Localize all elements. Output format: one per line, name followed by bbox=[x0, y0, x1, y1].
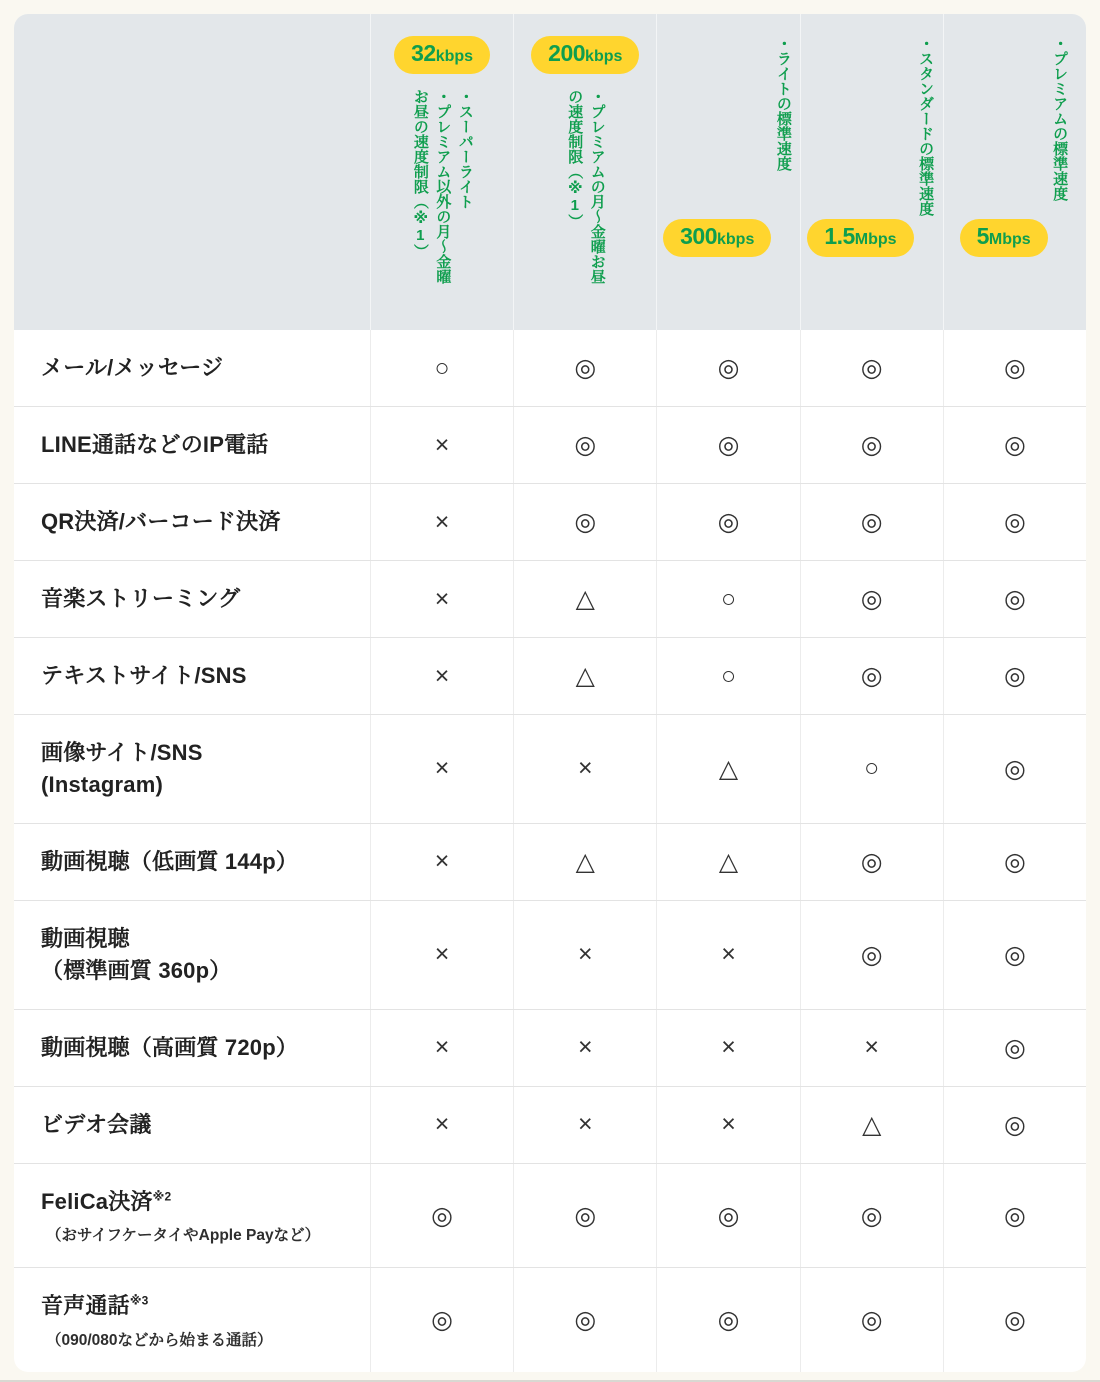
note-item: ・プレミアムの月～金曜お昼の速度制限（※1） bbox=[566, 89, 606, 284]
symbol-cell: ◎ bbox=[943, 715, 1086, 823]
header-cell bbox=[800, 14, 943, 330]
row-label-cell bbox=[14, 1010, 370, 1086]
symbol-cell: ◎ bbox=[943, 561, 1086, 637]
row-label-cell bbox=[14, 824, 370, 900]
symbol-cell: △ bbox=[800, 1087, 943, 1163]
plan-notes bbox=[914, 36, 937, 244]
row-label-text: 動画視聴（低画質 144p） bbox=[41, 848, 299, 874]
row-label-text: 音楽ストリーミング bbox=[41, 586, 241, 612]
symbol-cell: ◎ bbox=[943, 1087, 1086, 1163]
row-label-text: LINE通話などのIP電話 bbox=[41, 432, 269, 458]
row-label-text: QR決済/バーコード決済 bbox=[41, 509, 281, 535]
table-row bbox=[14, 637, 1086, 714]
symbol-cell: × bbox=[656, 901, 799, 1009]
row-label bbox=[41, 583, 360, 615]
symbol-cell: ◎ bbox=[800, 638, 943, 714]
row-label-cell bbox=[14, 407, 370, 483]
symbol-cell: ◎ bbox=[943, 484, 1086, 560]
symbol-cell: ◎ bbox=[943, 638, 1086, 714]
symbol-cell: ◎ bbox=[943, 407, 1086, 483]
symbol-cell: ◎ bbox=[800, 330, 943, 406]
row-label-text: ビデオ会議 bbox=[41, 1111, 152, 1137]
symbol-cell: ◎ bbox=[656, 407, 799, 483]
row-label-text: 動画視聴 bbox=[41, 925, 130, 951]
row-label-line2: (Instagram) bbox=[41, 771, 163, 797]
row-label bbox=[41, 846, 360, 878]
row-label bbox=[41, 506, 360, 538]
table-row bbox=[14, 1163, 1086, 1268]
note-item: ・プレミアム以外の月～金曜お昼の速度制限（※1） bbox=[411, 89, 452, 284]
row-label-text: メール/メッセージ bbox=[41, 355, 224, 381]
note-item: ・スタンダードの標準速度 bbox=[917, 36, 935, 216]
header-cell bbox=[513, 14, 656, 330]
symbol-cell: × bbox=[513, 1087, 656, 1163]
row-label bbox=[41, 1032, 360, 1064]
table-row bbox=[14, 900, 1086, 1009]
speed-comparison-table bbox=[14, 14, 1086, 1372]
speed-badge-value: 200 bbox=[548, 40, 586, 66]
symbol-cell: △ bbox=[656, 824, 799, 900]
speed-badge-value: 1.5 bbox=[824, 223, 855, 249]
symbol-cell: × bbox=[800, 1010, 943, 1086]
symbol-cell: × bbox=[513, 715, 656, 823]
symbol-cell: × bbox=[370, 1010, 513, 1086]
symbol-cell: × bbox=[370, 561, 513, 637]
row-label bbox=[41, 352, 360, 384]
row-label-text: 画像サイト/SNS bbox=[41, 740, 203, 765]
row-label-text: テキストサイト/SNS bbox=[41, 663, 247, 689]
row-label bbox=[41, 1186, 360, 1218]
symbol-cell: △ bbox=[513, 561, 656, 637]
speed-badge-unit: kbps bbox=[435, 48, 474, 65]
speed-badge-unit: kbps bbox=[717, 231, 755, 248]
row-label bbox=[41, 737, 360, 769]
symbol-cell: △ bbox=[513, 638, 656, 714]
table-header bbox=[14, 14, 1086, 330]
symbol-cell: ◎ bbox=[800, 824, 943, 900]
symbol-cell: × bbox=[370, 1087, 513, 1163]
plan-notes bbox=[408, 89, 476, 297]
row-label-cell bbox=[14, 1268, 370, 1372]
symbol-cell: ◎ bbox=[513, 1268, 656, 1372]
symbol-cell: ◎ bbox=[370, 1268, 513, 1372]
table-row bbox=[14, 1009, 1086, 1086]
row-label-cell bbox=[14, 901, 370, 1009]
row-label-cell bbox=[14, 561, 370, 637]
speed-badge-value: 5 bbox=[976, 223, 989, 249]
row-label-cell bbox=[14, 484, 370, 560]
symbol-cell: × bbox=[656, 1010, 799, 1086]
row-label bbox=[41, 1109, 360, 1141]
row-label-line2: （標準画質 360p） bbox=[41, 957, 232, 983]
speed-badge-value: 32 bbox=[411, 40, 436, 66]
symbol-cell: × bbox=[370, 484, 513, 560]
row-label-text: FeliCa決済 bbox=[41, 1188, 153, 1214]
symbol-cell: ◎ bbox=[943, 1164, 1086, 1268]
table-row bbox=[14, 406, 1086, 483]
symbol-cell: ◎ bbox=[943, 824, 1086, 900]
symbol-cell: ◎ bbox=[800, 407, 943, 483]
row-label bbox=[41, 660, 360, 692]
symbol-cell: ◎ bbox=[943, 901, 1086, 1009]
speed-badge-unit: Mbps bbox=[988, 231, 1031, 248]
symbol-cell: ◎ bbox=[943, 1268, 1086, 1372]
symbol-cell: ◎ bbox=[800, 1268, 943, 1372]
symbol-cell: ◎ bbox=[943, 1010, 1086, 1086]
symbol-cell: ◎ bbox=[513, 330, 656, 406]
table-row bbox=[14, 1267, 1086, 1372]
row-label-cell bbox=[14, 330, 370, 406]
row-label bbox=[41, 1290, 360, 1322]
row-label-cell bbox=[14, 715, 370, 823]
symbol-cell: ◎ bbox=[656, 1164, 799, 1268]
header-cell bbox=[943, 14, 1086, 330]
symbol-cell: ◎ bbox=[370, 1164, 513, 1268]
symbol-cell: ◎ bbox=[943, 330, 1086, 406]
speed-badge bbox=[663, 219, 771, 257]
table-row bbox=[14, 330, 1086, 406]
symbol-cell: × bbox=[513, 901, 656, 1009]
symbol-cell: ◎ bbox=[656, 484, 799, 560]
header-cell bbox=[370, 14, 513, 330]
speed-badge bbox=[960, 219, 1048, 257]
symbol-cell: ○ bbox=[370, 330, 513, 406]
table-row bbox=[14, 714, 1086, 823]
note-item: ・ライトの標準速度 bbox=[774, 36, 792, 171]
symbol-cell: △ bbox=[513, 824, 656, 900]
symbol-cell: ○ bbox=[656, 561, 799, 637]
symbol-cell: ○ bbox=[656, 638, 799, 714]
row-label-text: 動画視聴（高画質 720p） bbox=[41, 1034, 299, 1060]
row-sublabel: （090/080などから始まる通話） bbox=[46, 1332, 273, 1350]
speed-badge bbox=[807, 219, 913, 257]
symbol-cell: ◎ bbox=[800, 561, 943, 637]
row-label-text: 音声通話 bbox=[41, 1293, 130, 1319]
table-body bbox=[14, 330, 1086, 1372]
table-row bbox=[14, 483, 1086, 560]
symbol-cell: ◎ bbox=[513, 484, 656, 560]
header-cell bbox=[656, 14, 799, 330]
plan-notes bbox=[1048, 36, 1071, 244]
symbol-cell: ◎ bbox=[800, 1164, 943, 1268]
plan-notes bbox=[771, 36, 794, 244]
symbol-cell: ◎ bbox=[513, 407, 656, 483]
symbol-cell: × bbox=[370, 407, 513, 483]
symbol-cell: ○ bbox=[800, 715, 943, 823]
speed-badge-value: 300 bbox=[680, 223, 717, 249]
speed-badge bbox=[531, 36, 639, 74]
footnote-sup: ※2 bbox=[152, 1189, 172, 1204]
footnote-sup: ※3 bbox=[129, 1294, 149, 1309]
symbol-cell: ◎ bbox=[800, 901, 943, 1009]
symbol-cell: × bbox=[370, 824, 513, 900]
speed-badge bbox=[394, 36, 490, 74]
symbol-cell: ◎ bbox=[656, 1268, 799, 1372]
row-sublabel: （おサイフケータイやApple Payなど） bbox=[46, 1227, 321, 1245]
speed-badge-unit: Mbps bbox=[854, 231, 897, 248]
speed-badge-unit: kbps bbox=[585, 48, 623, 65]
symbol-cell: ◎ bbox=[800, 484, 943, 560]
note-item: ・プレミアムの標準速度 bbox=[1051, 36, 1069, 201]
row-label-cell bbox=[14, 1087, 370, 1163]
row-label-cell bbox=[14, 1164, 370, 1268]
table-row bbox=[14, 1086, 1086, 1163]
plan-notes bbox=[563, 89, 608, 297]
note-item: ・スーパーライト bbox=[456, 89, 474, 209]
table-row bbox=[14, 560, 1086, 637]
symbol-cell: × bbox=[513, 1010, 656, 1086]
symbol-cell: × bbox=[370, 638, 513, 714]
symbol-cell: △ bbox=[656, 715, 799, 823]
row-label-cell bbox=[14, 638, 370, 714]
symbol-cell: ◎ bbox=[656, 330, 799, 406]
header-spacer bbox=[14, 14, 370, 330]
symbol-cell: × bbox=[656, 1087, 799, 1163]
symbol-cell: ◎ bbox=[513, 1164, 656, 1268]
row-label bbox=[41, 923, 360, 955]
table-row bbox=[14, 823, 1086, 900]
symbol-cell: × bbox=[370, 901, 513, 1009]
symbol-cell: × bbox=[370, 715, 513, 823]
row-label bbox=[41, 429, 360, 461]
